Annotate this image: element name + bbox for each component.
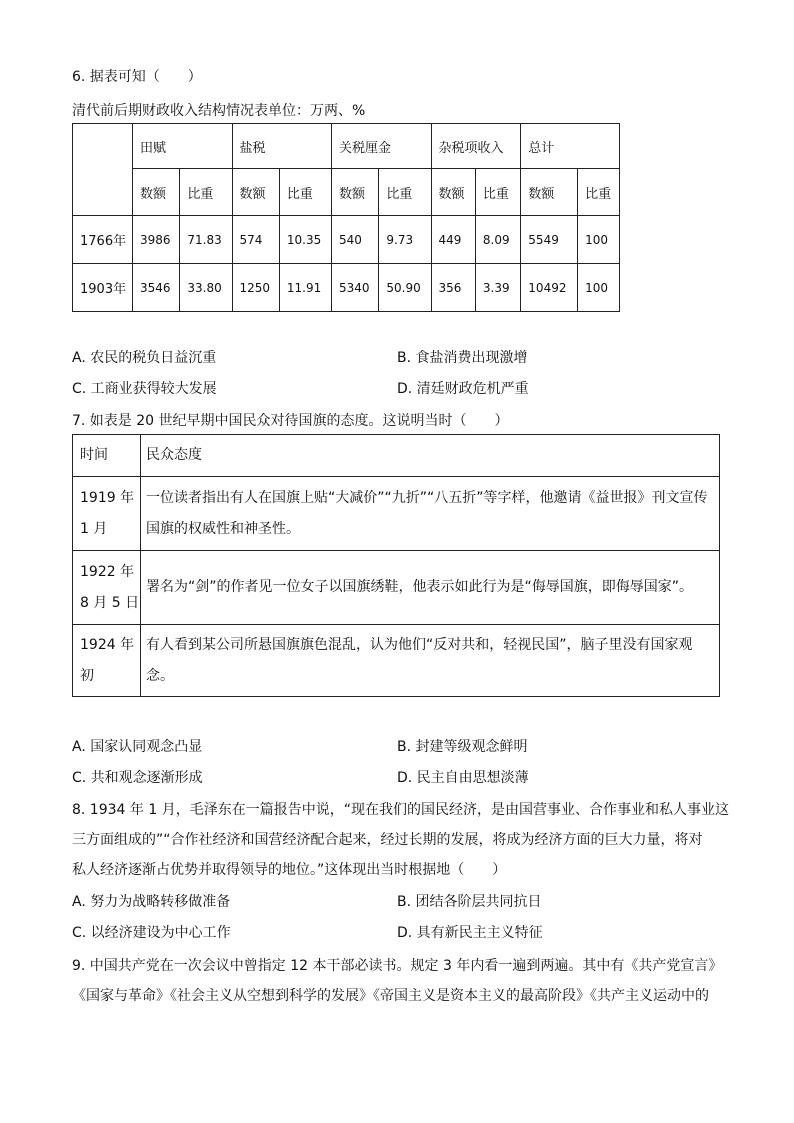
q7-option-c: C. 共和观念逐渐形成 [72,770,203,786]
category-header: 关税厘金 [332,124,432,169]
q9-line-1: 9. 中国共产党在一次会议中曾指定 12 本干部必读书。规定 3 年内看一遍到两遍。其中有《共产党宣言》 [72,958,723,974]
q8-option-d: D. 具有新民主主义特征 [397,925,543,941]
q6-option-b: B. 食盐消费出现激增 [397,350,528,366]
year-cell: 1903年 [73,264,133,312]
time-cell: 1922 年 8 月 5 日 [73,551,141,625]
subheader-cell: 数额 [431,169,475,216]
subheader-cell: 比重 [379,169,431,216]
time-cell: 1924 年初 [73,625,141,697]
q6-option-c: C. 工商业获得较大发展 [72,381,217,397]
value-cell: 1250 [232,264,279,312]
time-header: 时间 [73,435,141,477]
subheader-cell: 比重 [578,169,620,216]
attitude-table [72,434,720,697]
q6-option-a: A. 农民的税负日益沉重 [72,350,217,366]
value-cell: 540 [332,216,379,264]
q8-option-b: B. 团结各阶层共同抗日 [397,894,542,910]
q6-stem: 6. 据表可知（ ） [72,69,202,85]
value-cell: 10.35 [279,216,331,264]
table-row [73,264,620,312]
q7-option-b: B. 封建等级观念鲜明 [397,739,528,755]
table-corner-cell [73,124,133,216]
value-cell: 574 [232,216,279,264]
value-cell: 5549 [521,216,578,264]
value-cell: 33.80 [180,264,232,312]
value-cell: 8.09 [475,216,520,264]
subheader-cell: 比重 [180,169,232,216]
q8-line-1: 8. 1934 年 1 月，毛泽东在一篇报告中说，“现在我们的国民经济，是由国营事业、合作事业和私人事业这 [72,802,729,818]
table-row [73,477,720,551]
table-row [73,625,720,697]
q6-table-title: 清代前后期财政收入结构情况表单位：万两、% [72,103,366,119]
attitude-cell: 署名为“剑”的作者见一位女子以国旗绣鞋，他表示如此行为是“侮辱国旗，即侮辱国家”。 [141,551,720,625]
q8-option-a: A. 努力为战略转移做准备 [72,894,231,910]
subheader-cell: 数额 [133,169,180,216]
value-cell: 11.91 [279,264,331,312]
subheader-cell: 比重 [279,169,331,216]
value-cell: 100 [578,216,620,264]
value-cell: 449 [431,216,475,264]
year-cell: 1766年 [73,216,133,264]
value-cell: 9.73 [379,216,431,264]
subheader-cell: 数额 [521,169,578,216]
subheader-cell: 比重 [475,169,520,216]
attitude-cell: 有人看到某公司所悬国旗旗色混乱，认为他们“反对共和，轻视民国”，脑子里没有国家观念。 [141,625,720,697]
q8-line-2: 三方面组成的”“合作社经济和国营经济配合起来，经过长期的发展，将成为经济方面的巨大力量，将对 [72,832,703,848]
category-header: 总计 [521,124,620,169]
q7-option-d: D. 民主自由思想淡薄 [397,770,529,786]
value-cell: 10492 [521,264,578,312]
time-cell: 1919 年 1 月 [73,477,141,551]
category-header: 田赋 [133,124,233,169]
attitude-header: 民众态度 [141,435,720,477]
q9-line-2: 《国家与革命》《社会主义从空想到科学的发展》《帝国主义是资本主义的最高阶段》《共产主义运动中的 [72,988,709,1004]
subheader-cell: 数额 [232,169,279,216]
subheader-cell: 数额 [332,169,379,216]
attitude-cell: 一位读者指出有人在国旗上贴“大减价”“九折”“八五折”等字样，他邀请《益世报》刊文宣传国旗的权威性和神圣性。 [141,477,720,551]
category-header: 盐税 [232,124,332,169]
value-cell: 3546 [133,264,180,312]
revenue-table [72,123,620,312]
q6-option-d: D. 清廷财政危机严重 [397,381,529,397]
value-cell: 100 [578,264,620,312]
value-cell: 356 [431,264,475,312]
q7-option-a: A. 国家认同观念凸显 [72,739,203,755]
value-cell: 71.83 [180,216,232,264]
q8-line-3: 私人经济逐渐占优势并取得领导的地位。”这体现出当时根据地（ ） [72,862,507,878]
table-row [73,216,620,264]
value-cell: 3986 [133,216,180,264]
value-cell: 3.39 [475,264,520,312]
q8-option-c: C. 以经济建设为中心工作 [72,925,231,941]
category-header: 杂税项收入 [431,124,521,169]
q7-stem: 7. 如表是 20 世纪早期中国民众对待国旗的态度。这说明当时（ ） [72,413,509,429]
table-row [73,551,720,625]
value-cell: 50.90 [379,264,431,312]
value-cell: 5340 [332,264,379,312]
